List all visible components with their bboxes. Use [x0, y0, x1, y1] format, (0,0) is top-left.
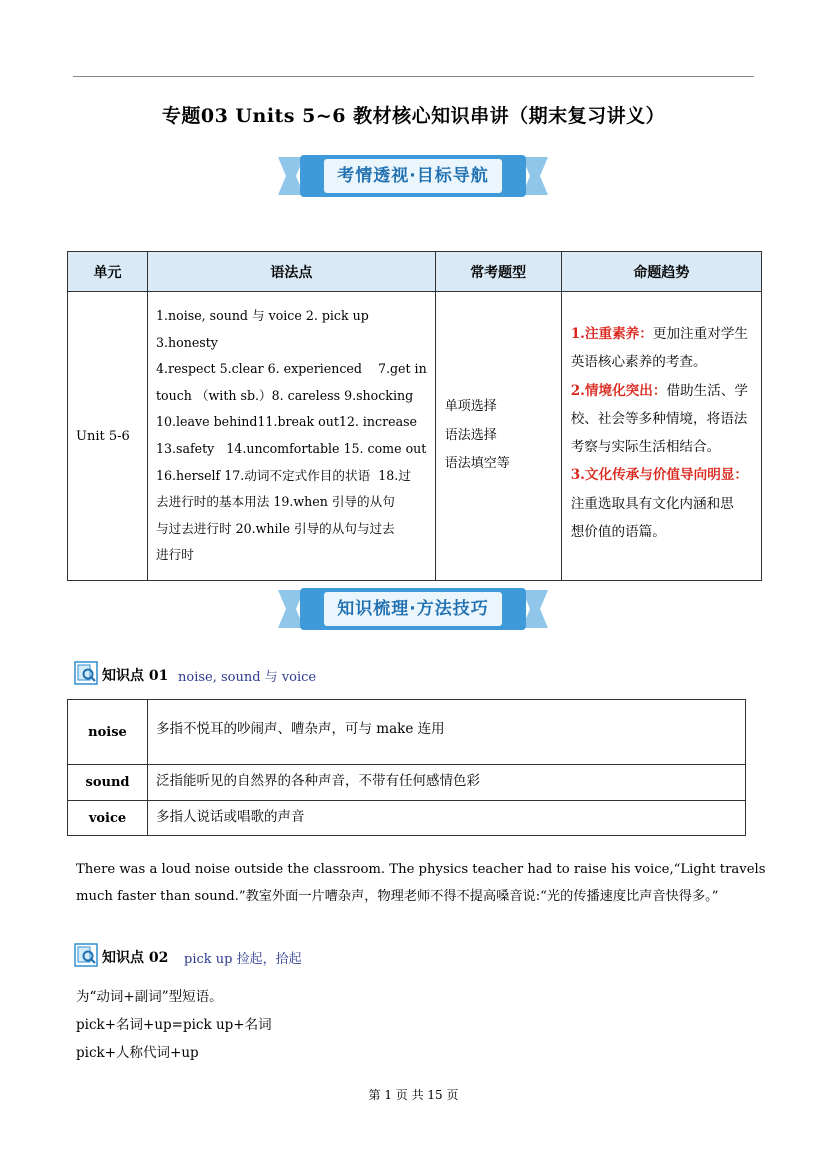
overview-row — [68, 292, 762, 581]
trend-head: 1.注重素养： — [570, 326, 653, 342]
trend-text: 更加注重对学生 — [652, 326, 749, 342]
word-cell: noise — [68, 700, 148, 765]
type-item: 语法填空等 — [444, 456, 510, 472]
kp-title: 知识点 02 — [102, 950, 169, 966]
grammar-line: 4.respect 5.clear 6. experienced 7.get in — [156, 361, 427, 377]
header-unit: 单元 — [68, 252, 148, 292]
page-title: 专题03 Units 5~6 教材核心知识串讲（期末复习讲义） — [161, 105, 666, 127]
section-banner-2 — [274, 586, 552, 632]
example-paragraph — [76, 856, 766, 910]
header-types: 常考题型 — [435, 252, 561, 292]
page-footer: 第 1 页 共 15 页 — [368, 1088, 459, 1102]
trend-line: 英语核心素养的考查。 — [570, 354, 707, 371]
definition-cell: 多指人说话或唱歌的声音 — [148, 801, 746, 836]
example-line-2: much faster than sound.”教室外面一片嘈杂声，物理老师不得不提高嗓音说:“光的传播速度比声音快得多。” — [76, 889, 719, 904]
type-item: 单项选择 — [444, 399, 497, 415]
trend-line — [571, 377, 752, 405]
kp-desc: noise, sound 与 voice — [178, 670, 317, 685]
magnifier-document-icon — [74, 943, 98, 967]
kp-title: 知识点 01 — [102, 668, 169, 684]
section-banner-1 — [274, 153, 552, 199]
kp2-line: pick+名词+up=pick up+名词 — [76, 1017, 272, 1033]
trend-line — [571, 461, 752, 489]
trend-line: 注重选取具有文化内涵和思 — [570, 495, 734, 512]
grammar-line: 去进行时的基本用法 19.when 引导的从句 — [156, 494, 395, 510]
grammar-line: 进行时 — [156, 547, 194, 563]
trend-line: 想价值的语篇。 — [570, 524, 666, 541]
trend-line: 校、社会等多种情境，将语法 — [570, 410, 748, 427]
table-row — [68, 801, 746, 836]
trend-text: 借助生活、学 — [666, 382, 749, 399]
word-compare-table — [67, 699, 746, 836]
kp-desc: pick up 捡起，拾起 — [184, 952, 302, 967]
table-row — [68, 765, 746, 801]
header-grammar: 语法点 — [148, 252, 436, 292]
trend-line: 考察与实际生活相结合。 — [570, 439, 721, 456]
banner-1-label: 考情透视·目标导航 — [337, 166, 489, 186]
trend-line — [571, 320, 752, 348]
types-cell — [435, 292, 561, 581]
overview-table — [67, 251, 762, 581]
definition-cell: 多指不悦耳的吵闹声、嘈杂声，可与 make 连用 — [148, 700, 746, 765]
header-rule — [73, 76, 754, 77]
magnifier-document-icon — [74, 661, 98, 685]
word-cell: voice — [68, 801, 148, 836]
header-trends: 命题趋势 — [561, 252, 761, 292]
type-item: 语法选择 — [444, 427, 497, 443]
kp2-line: pick+人称代词+up — [76, 1045, 199, 1061]
word-cell: sound — [68, 765, 148, 801]
grammar-line: 10.leave behind11.break out12. increase — [156, 414, 417, 430]
trend-head: 2.情境化突出： — [570, 382, 667, 399]
grammar-line: 与过去进行时 20.while 引导的从句与过去 — [156, 520, 395, 536]
grammar-line: 16.herself 17.动词不定式作目的状语 18.过 — [156, 467, 411, 483]
grammar-line: 13.safety 14.uncomfortable 15. come out — [156, 441, 427, 456]
example-line-1: There was a loud noise outside the classroom. The physics teacher had to raise his voice,“Light travels — [76, 862, 766, 877]
unit-cell: Unit 5-6 — [68, 292, 148, 581]
banner-2-label: 知识梳理·方法技巧 — [337, 599, 489, 619]
grammar-line: touch （with sb.）8. careless 9.shocking — [156, 387, 414, 403]
definition-cell: 泛指能听见的自然界的各种声音，不带有任何感情色彩 — [148, 765, 746, 801]
trend-head: 3.文化传承与价值导向明显： — [570, 467, 749, 484]
kp2-line: 为“动词+副词”型短语。 — [76, 989, 223, 1005]
trends-cell — [561, 292, 761, 581]
grammar-line: 1.noise, sound 与 voice 2. pick up 3.honesty — [156, 308, 369, 350]
grammar-cell — [148, 292, 436, 581]
table-row — [68, 700, 746, 765]
overview-header-row — [68, 252, 762, 292]
